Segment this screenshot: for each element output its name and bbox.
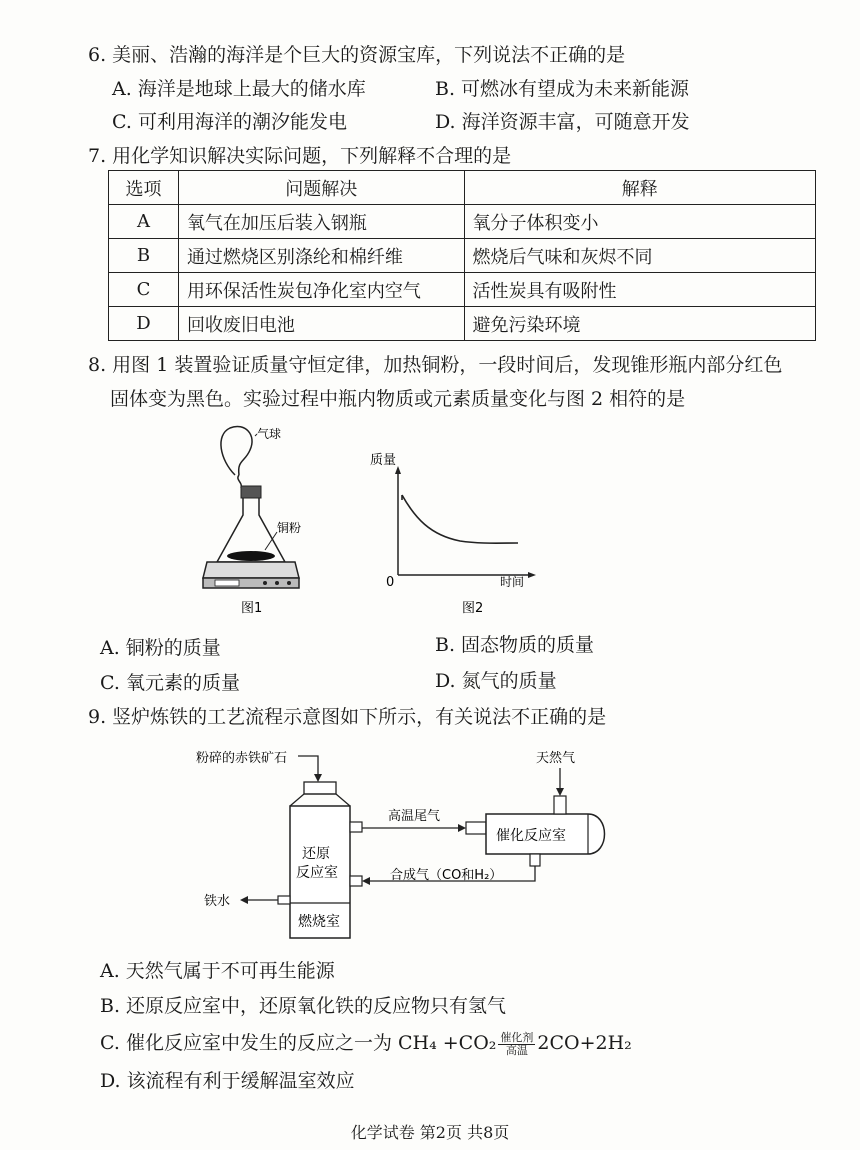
q8-stem-line2: 固体变为黑色。实验过程中瓶内物质或元素质量变化与图 2 相符的是 [110, 388, 686, 410]
reaction-condition [498, 1032, 535, 1057]
q8-stem-line1: 8. 用图 1 装置验证质量守恒定律，加热铜粉，一段时间后，发现锥形瓶内部分红色 [88, 354, 783, 376]
table-row [109, 307, 816, 341]
figure2-caption: 图2 [462, 601, 484, 616]
q7-header-solution: 问题解决 [178, 171, 464, 205]
q8-figure2 [360, 440, 540, 620]
reduction-label-1: 还原 [302, 846, 330, 862]
q6-option-a: A. 海洋是地球上最大的储水库 [112, 78, 366, 100]
syngas-label: 合成气（CO和H₂） [390, 868, 503, 883]
figure2-ylabel: 质量 [370, 453, 397, 468]
q8-figure1 [195, 420, 345, 620]
q9-option-d: D. 该流程有利于缓解温室效应 [100, 1070, 355, 1092]
catalyst-label: 催化剂 [500, 1030, 534, 1044]
q7-cell-solution: 回收废旧电池 [178, 307, 464, 341]
q9-option-c-suffix: 2CO+2H₂ [537, 1032, 632, 1054]
q8-option-b: B. 固态物质的质量 [435, 634, 595, 656]
q7-cell-option: A [109, 205, 179, 239]
natural-gas-label: 天然气 [536, 751, 576, 766]
q7-cell-solution: 用环保活性炭包净化室内空气 [178, 273, 464, 307]
figure1-caption: 图1 [241, 601, 263, 616]
q7-cell-option: C [109, 273, 179, 307]
q7-cell-explanation: 避免污染环境 [464, 307, 815, 341]
q7-cell-explanation: 燃烧后气味和灰烬不同 [464, 239, 815, 273]
q7-stem: 7. 用化学知识解决实际问题，下列解释不合理的是 [88, 145, 512, 167]
q9-stem: 9. 竖炉炼铁的工艺流程示意图如下所示，有关说法不正确的是 [88, 706, 607, 728]
q9-process-diagram [190, 740, 630, 945]
q7-cell-solution: 氧气在加压后装入钢瓶 [178, 205, 464, 239]
stopper-shape [241, 486, 261, 498]
table-row [109, 273, 816, 307]
combustion-label: 燃烧室 [298, 914, 340, 930]
q9-option-a: A. 天然气属于不可再生能源 [100, 960, 335, 982]
ore-label: 粉碎的赤铁矿石 [196, 751, 288, 766]
page-footer: 化学试卷 第2页 共8页 [350, 1123, 510, 1142]
q8-option-d: D. 氮气的质量 [435, 670, 557, 692]
table-row [109, 239, 816, 273]
figure2-xlabel: 时间 [500, 575, 525, 589]
table-row [109, 205, 816, 239]
q7-table [108, 170, 816, 341]
q6-option-c: C. 可利用海洋的潮汐能发电 [112, 111, 347, 133]
q7-header-row [109, 171, 816, 205]
condition-label: 高温 [505, 1043, 528, 1057]
balloon-label: 气球 [257, 427, 282, 441]
tail-gas-label: 高温尾气 [388, 809, 441, 824]
catalytic-room-label: 催化反应室 [496, 828, 566, 844]
q7-header-explanation: 解释 [464, 171, 815, 205]
q7-cell-explanation: 氧分子体积变小 [464, 205, 815, 239]
figure2-origin: 0 [386, 575, 395, 590]
q7-cell-explanation: 活性炭具有吸附性 [464, 273, 815, 307]
reduction-label-2: 反应室 [296, 865, 338, 881]
q9-option-c-prefix: C. 催化反应室中发生的反应之一为 CH₄ +CO₂ [100, 1032, 497, 1054]
iron-label: 铁水 [204, 894, 231, 909]
q9-option-b: B. 还原反应室中，还原氧化铁的反应物只有氢气 [100, 995, 507, 1017]
q6-option-d: D. 海洋资源丰富，可随意开发 [435, 111, 690, 133]
q8-option-a: A. 铜粉的质量 [100, 637, 221, 659]
q7-cell-option: B [109, 239, 179, 273]
copper-powder-shape [227, 551, 275, 561]
balloon-shape [221, 427, 252, 475]
figure2-curve [402, 495, 518, 543]
q6-option-b: B. 可燃冰有望成为未来新能源 [435, 78, 690, 100]
q7-cell-solution: 通过燃烧区别涤纶和棉纤维 [178, 239, 464, 273]
q6-stem: 6. 美丽、浩瀚的海洋是个巨大的资源宝库，下列说法不正确的是 [88, 44, 626, 66]
q9-option-c [100, 1030, 632, 1057]
q7-cell-option: D [109, 307, 179, 341]
copper-label: 铜粉 [277, 521, 302, 535]
q7-header-option: 选项 [109, 171, 179, 205]
q8-option-c: C. 氧元素的质量 [100, 672, 240, 694]
scale-top-shape [203, 562, 299, 578]
